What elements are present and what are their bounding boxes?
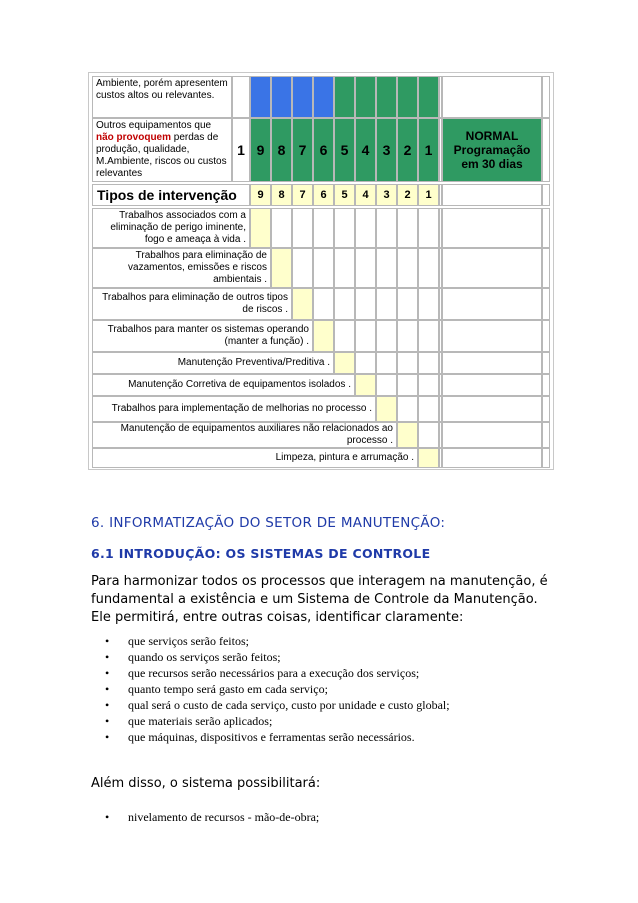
bullet-text: qual será o custo de cada serviço, custo por unidade e custo global;: [128, 698, 450, 712]
section-subheading: 6.1 INTRODUÇÃO: OS SISTEMAS DE CONTROLE: [91, 546, 431, 561]
intervention-empty-cell: [418, 422, 439, 448]
intervention-empty-cell: [355, 248, 376, 288]
intervention-empty-cell: [418, 248, 439, 288]
intervention-priority-cell: [313, 320, 334, 352]
intervention-empty-cell: [418, 320, 439, 352]
intervention-edge: [542, 448, 550, 468]
intervention-empty-cell: [334, 208, 355, 248]
row2-label-post: perdas de produção, qualidade, M.Ambiente, riscos ou custos relevantes: [96, 132, 227, 179]
row1-empty: [232, 76, 250, 118]
intervention-text: Trabalhos associados com a eliminação de perigo iminente, fogo e ameaça à vida .: [110, 210, 246, 245]
header-edge: [542, 184, 550, 206]
intervention-empty-cell: [397, 248, 418, 288]
intervention-empty-cell: [292, 208, 313, 248]
intervention-empty-cell: [271, 208, 292, 248]
intervention-edge: [542, 352, 550, 374]
row1-priority-color-2: [271, 76, 292, 118]
intervention-label-8: [92, 422, 397, 448]
row1-edge: [542, 76, 550, 118]
row2-priority-number: 5: [334, 118, 355, 182]
bullet-text: que materiais serão aplicados;: [128, 714, 273, 728]
normal-line2: Programação: [453, 143, 531, 157]
row1-priority-color-1: [250, 76, 271, 118]
intervention-empty-cell: [334, 288, 355, 320]
intervention-label-6: [92, 374, 355, 396]
intervention-empty-cell: [376, 208, 397, 248]
header-priority-number: 1: [418, 184, 439, 206]
intervention-edge: [542, 320, 550, 352]
header-priority-number: 8: [271, 184, 292, 206]
normal-programming-cell: [442, 118, 542, 182]
normal-line1: NORMAL: [465, 129, 519, 143]
row2-label: [92, 118, 232, 182]
bullet-text: que recursos serão necessários para a execução dos serviços;: [128, 666, 420, 680]
intervention-empty-cell: [397, 396, 418, 422]
header-priority-number: 7: [292, 184, 313, 206]
intervention-edge: [542, 248, 550, 288]
intervention-label-1: [92, 208, 250, 248]
row1-priority-color-8: [397, 76, 418, 118]
row2-label-red: não provoquem: [96, 132, 172, 143]
header-label: Tipos de intervenção: [92, 184, 250, 206]
row2-edge: [542, 118, 550, 182]
bullet-text: quando os serviços serão feitos;: [128, 650, 281, 664]
row1-priority-color-6: [355, 76, 376, 118]
row1-priority-color-5: [334, 76, 355, 118]
row2-priority-number: 2: [397, 118, 418, 182]
bullet-text: quanto tempo será gasto em cada serviço;: [128, 682, 328, 696]
intervention-edge: [542, 396, 550, 422]
section-heading: 6. INFORMATIZAÇÃO DO SETOR DE MANUTENÇÃO:: [91, 515, 446, 531]
intervention-label-3: [92, 288, 292, 320]
intervention-priority-cell: [271, 248, 292, 288]
bullet-text: que serviços serão feitos;: [128, 634, 249, 648]
intervention-label-2: [92, 248, 271, 288]
intervention-empty-cell: [355, 288, 376, 320]
intervention-empty-cell: [418, 208, 439, 248]
intro-paragraph: Para harmonizar todos os processos que interagem na manutenção, é fundamental a existência e um Sistema de Controle da Manutenção. Ele permitirá, entre outras coisas, identificar claramente:: [91, 574, 548, 625]
row2-one: 1: [232, 118, 250, 182]
intervention-empty-cell: [397, 208, 418, 248]
intervention-empty-cell: [355, 352, 376, 374]
bullet-dot-icon: •: [105, 650, 110, 664]
row2-label-pre: Outros equipamentos que: [96, 120, 212, 131]
intervention-empty-cell: [376, 288, 397, 320]
row2-priority-number: 1: [418, 118, 439, 182]
row2-priority-number: 9: [250, 118, 271, 182]
row2-priority-number: 3: [376, 118, 397, 182]
intervention-priority-cell: [418, 448, 439, 468]
row2-priority-number: 8: [271, 118, 292, 182]
row2-priority-number: 4: [355, 118, 376, 182]
row1-priority-color-4: [313, 76, 334, 118]
intervention-empty-cell: [334, 248, 355, 288]
intervention-empty-cell: [292, 248, 313, 288]
header-priority-number: 2: [397, 184, 418, 206]
intervention-empty-cell: [313, 248, 334, 288]
row1-priority-color-9: [418, 76, 439, 118]
intervention-normal-empty: [442, 288, 542, 320]
row2-gap: [439, 118, 442, 182]
intervention-label-9: [92, 448, 418, 468]
intervention-text: Limpeza, pintura e arrumação .: [275, 452, 414, 463]
intervention-empty-cell: [397, 352, 418, 374]
intervention-normal-empty: [442, 248, 542, 288]
bullet-text: que máquinas, dispositivos e ferramentas serão necessários.: [128, 730, 415, 744]
intervention-empty-cell: [397, 320, 418, 352]
bullet-dot-icon: •: [105, 698, 110, 712]
intervention-text: Manutenção de equipamentos auxiliares não relacionados ao processo .: [120, 423, 393, 446]
intervention-priority-cell: [355, 374, 376, 396]
intervention-normal-empty: [442, 208, 542, 248]
intervention-empty-cell: [397, 374, 418, 396]
bullet-dot-icon: •: [105, 634, 110, 648]
row2-priority-number: 7: [292, 118, 313, 182]
bullet-dot-icon: •: [105, 666, 110, 680]
row1-priority-color-3: [292, 76, 313, 118]
intervention-text: Trabalhos para implementação de melhorias no processo .: [111, 403, 372, 414]
row1-label: Ambiente, porém apresentem custos altos ou relevantes.: [92, 76, 232, 118]
header-priority-number: 6: [313, 184, 334, 206]
intervention-edge: [542, 288, 550, 320]
intervention-normal-empty: [442, 448, 542, 468]
intervention-priority-cell: [292, 288, 313, 320]
intervention-priority-cell: [376, 396, 397, 422]
normal-line3: em 30 dias: [461, 157, 523, 171]
intervention-empty-cell: [313, 208, 334, 248]
header-priority-number: 5: [334, 184, 355, 206]
intervention-edge: [542, 374, 550, 396]
intervention-text: Trabalhos para manter os sistemas operando (manter a função) .: [107, 324, 309, 347]
intervention-text: Trabalhos para eliminação de vazamentos, emissões e riscos ambientais .: [128, 250, 267, 285]
intervention-edge: [542, 208, 550, 248]
intervention-label-4: [92, 320, 313, 352]
intervention-empty-cell: [418, 396, 439, 422]
intervention-empty-cell: [355, 320, 376, 352]
intervention-normal-empty: [442, 352, 542, 374]
intervention-normal-empty: [442, 396, 542, 422]
header-priority-number: 4: [355, 184, 376, 206]
intervention-empty-cell: [376, 248, 397, 288]
intervention-empty-cell: [418, 288, 439, 320]
bullet-dot-icon: •: [105, 714, 110, 728]
intervention-normal-empty: [442, 374, 542, 396]
intervention-text: Manutenção Corretiva de equipamentos isolados .: [128, 379, 351, 390]
priority-table: [88, 72, 554, 470]
intervention-empty-cell: [334, 320, 355, 352]
bullet-text: nivelamento de recursos - mão-de-obra;: [128, 810, 320, 824]
intervention-label-7: [92, 396, 376, 422]
row1-normal-empty: [442, 76, 542, 118]
also-paragraph: Além disso, o sistema possibilitará:: [91, 776, 321, 791]
intervention-empty-cell: [313, 288, 334, 320]
bullet-dot-icon: •: [105, 682, 110, 696]
intervention-priority-cell: [397, 422, 418, 448]
bullet-dot-icon: •: [105, 810, 110, 824]
intervention-normal-empty: [442, 320, 542, 352]
intervention-empty-cell: [397, 288, 418, 320]
intervention-empty-cell: [418, 352, 439, 374]
intervention-empty-cell: [376, 374, 397, 396]
intervention-text: Manutenção Preventiva/Preditiva .: [177, 357, 330, 368]
row2-priority-number: 6: [313, 118, 334, 182]
intervention-normal-empty: [442, 422, 542, 448]
row1-priority-color-7: [376, 76, 397, 118]
row1-gap: [439, 76, 442, 118]
header-gap: [439, 184, 442, 206]
intervention-edge: [542, 422, 550, 448]
intervention-priority-cell: [334, 352, 355, 374]
header-priority-number: 9: [250, 184, 271, 206]
bullet-dot-icon: •: [105, 730, 110, 744]
intervention-empty-cell: [376, 320, 397, 352]
intervention-empty-cell: [418, 374, 439, 396]
intervention-empty-cell: [355, 208, 376, 248]
intervention-text: Trabalhos para eliminação de outros tipos de riscos .: [102, 292, 288, 315]
intervention-label-5: [92, 352, 334, 374]
header-priority-number: 3: [376, 184, 397, 206]
intervention-priority-cell: [250, 208, 271, 248]
header-empty: [442, 184, 542, 206]
intervention-empty-cell: [376, 352, 397, 374]
